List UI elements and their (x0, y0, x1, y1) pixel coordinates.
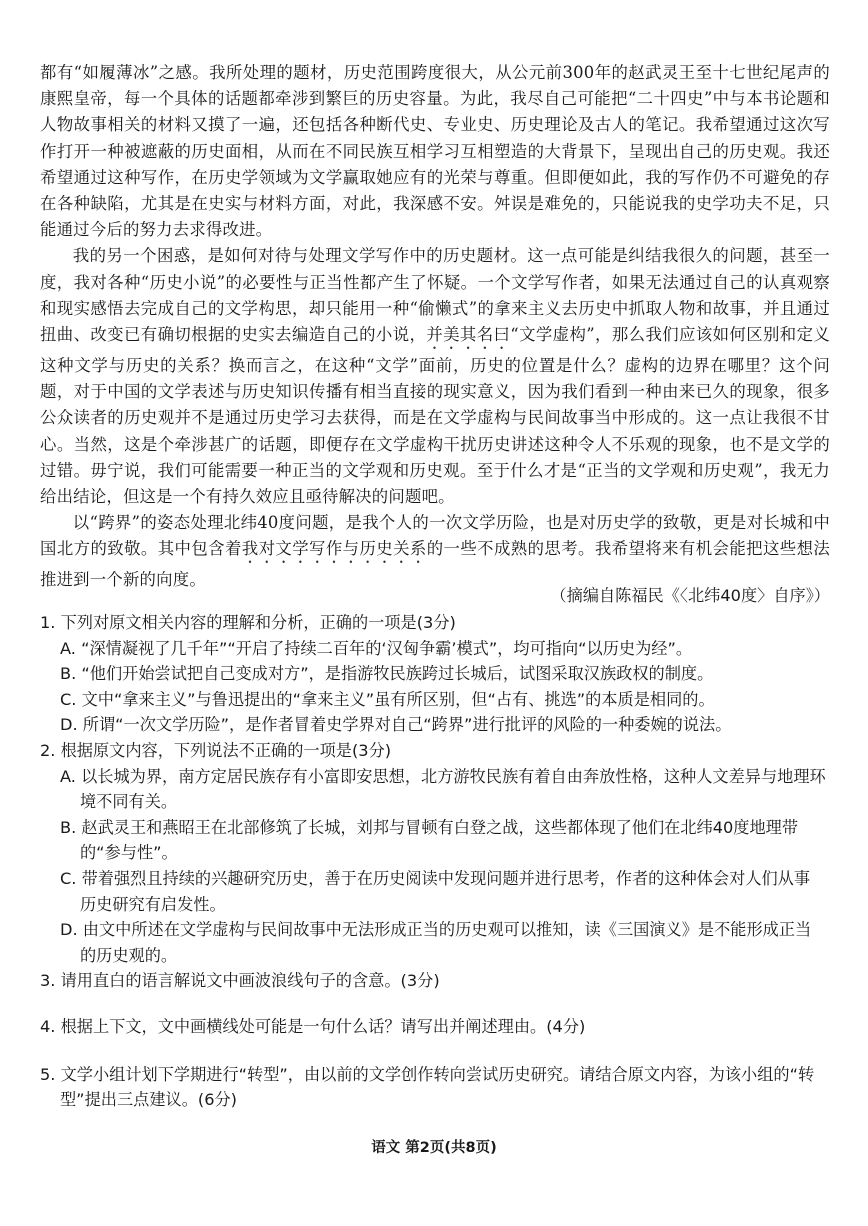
option-d: D. 由文中所述在文学虚构与民间故事中无法形成正当的历史观可以推知，读《三国演义》是不能形成正当的历史观的。 (60, 920, 812, 965)
page-footer: 语文 第2页(共8页) (371, 1140, 497, 1156)
question-stem: 4. 根据上下文，文中画横线处可能是一句什么话？请写出并阐述理由。(4分) (40, 1016, 586, 1036)
option-b: B. 赵武灵王和燕昭王在北部修筑了长城，刘邦与冒顿有白登之战，这些都体现了他们在北纬40度地理带的“参与性”。 (60, 817, 799, 863)
option-a: A. 以长城为界，南方定居民族存有小富即安思想，北方游牧民族有着自由奔放性格，这种人文差异与地理环境不同有关。 (60, 766, 826, 812)
dotted-phrase: 并美其名曰 (426, 325, 511, 345)
passage-paragraph-3-part-a: 以“跨界”的姿态处理北纬40度问题，是我个人的一次文学历险，也是对历史学的致敬，更是对长城和中国北方的致敬。其中包含着 (40, 513, 830, 559)
question-stem: 2. 根据原文内容，下列说法不正确的一项是(3分) (40, 740, 392, 760)
question-stem: 5. 文学小组计划下学期进行“转型”，由以前的文学创作转向尝试历史研究。请结合原文内容，为该小组的“转型”提出三点建议。(6分) (40, 1064, 815, 1110)
question-5 (40, 1062, 830, 1113)
question-3 (40, 968, 830, 994)
question-list (40, 610, 830, 1113)
question-4 (40, 1014, 830, 1040)
question-stem: 1. 下列对原文相关内容的理解和分析，正确的一项是(3分) (40, 613, 456, 632)
option-c: C. 带着强烈且持续的兴趣研究历史，善于在历史阅读中发现问题并进行思考，作者的这种体会对人们从事历史研究有启发性。 (60, 868, 811, 914)
option-d: D. 所谓“一次文学历险”，是作者冒着史学界对自己“跨界”进行批评的风险的一种委婉的说法。 (60, 715, 732, 735)
dotted-phrase-2: 我对文学写作与历史关系 (241, 539, 427, 559)
passage-paragraph-1: 都有“如履薄冰”之感。我所处理的题材，历史范围跨度很大，从公元前300年的赵武灵王至十七世纪尾声的康熙皇帝，每一个具体的话题都牵涉到繁巨的历史容量。为此，我尽自己可能把“二十四史”中与本书论题和人物故事相关的材料又摸了一遍，还包括各种断代史、专业史、历史理论及古人的笔记。我希望通过这次写作打开一种被遮蔽的历史面相，从而在不同民族互相学习互相塑造的大背景下，呈现出自己的历史观。我还希望通过这种写作，在历史学领域为文学赢取她应有的光荣与尊重。但即便如此，我的写作仍不可避免的存在各种缺陷，尤其是在史实与材料方面，对此，我深感不安。舛误是难免的，只能说我的史学功夫不足，只能通过今后的努力去求得改进。 (40, 63, 830, 240)
passage-paragraph-2 (40, 243, 830, 510)
reading-passage (40, 60, 830, 594)
passage-source: （摘编自陈福民《〈北纬40度〉自序》） (550, 586, 830, 605)
question-2 (40, 738, 830, 968)
question-1 (40, 610, 830, 738)
option-a: A. “深情凝视了几千年”“开启了持续二百年的‘汉匈争霸’模式”，均可指向“以历史为经”。 (60, 638, 693, 658)
passage-paragraph-3-part-b: 的一些不成熟的思考。我希望将来有机会能把这些想法推进到一个新的向度。 (40, 539, 831, 590)
passage-paragraph-2-part-b: “文学虚构”，那么我们应该如何区别和定义这种文学与历史的关系？换而言之，在这种“文学”面前，历史的位置是什么？虚构的边界在哪里？这个问题，对于中国的文学表述与历史知识传播有相当直接的现实意义，因为我们看到一种由来已久的现象，很多公众读者的历史观并不是通过历史学习去获得，而是在文学虚构与民间故事当中形成的。这一点让我很不甘心。当然，这是个牵涉甚广的话题，即便存在文学虚构干扰历史讲述这种令人不乐观的现象，也不是文学的过错。毋宁说，我们可能需要一种正当的文学观和历史观。至于什么才是“正当的文学观和历史观”，我无力给出结论，但这是一个有持久效应且亟待解决的问题吧。 (40, 325, 830, 507)
option-b: B. “他们开始尝试把自己变成对方”，是指游牧民族跨过长城后，试图采取汉族政权的制度。 (60, 664, 714, 684)
option-c: C. 文中“拿来主义”与鲁迅提出的“拿来主义”虽有所区别，但“占有、挑选”的本质是相同的。 (60, 689, 715, 709)
passage-paragraph-2-part-a: 我的另一个困惑，是如何对待与处理文学写作中的历史题材。这一点可能是纠结我很久的问题，甚至一度，我对各种“历史小说”的必要性与正当性都产生了怀疑。一个文学写作者，如果无法通过自己的认真观察和现实感悟去完成自己的文学构思，却只能用一种“偷懒式”的拿来主义去历史中抓取人物和故事，并且通过扭曲、改变已有确切根据的史实去编造自己的小说， (40, 246, 830, 345)
question-stem: 3. 请用直白的语言解说文中画波浪线句子的含意。(3分) (40, 971, 440, 991)
